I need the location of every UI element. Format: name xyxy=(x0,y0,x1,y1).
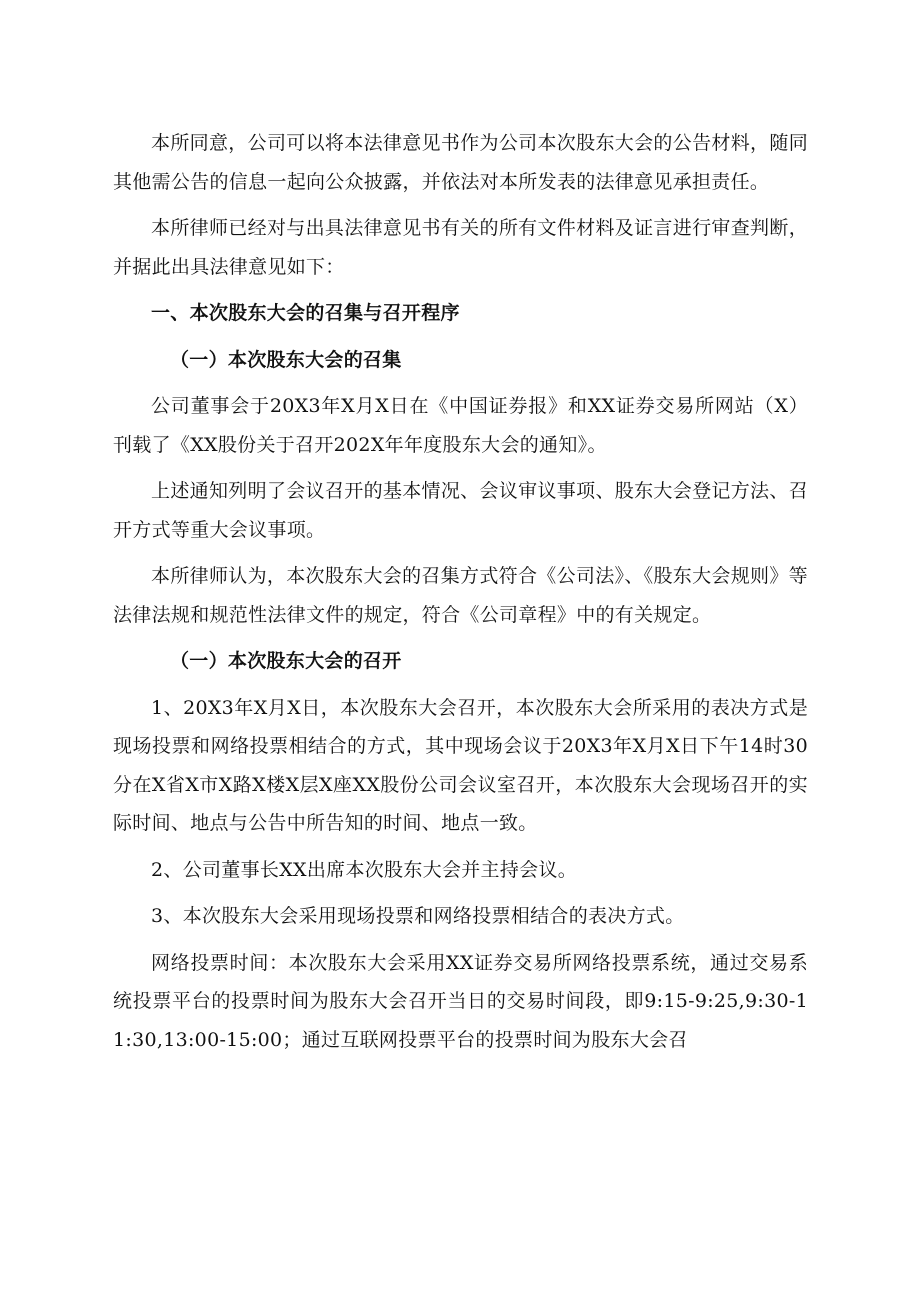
subsection-heading-convening: （一）本次股东大会的召集 xyxy=(170,348,402,371)
paragraph-board-notice: 公司董事会于20X3年X月X日在《中国证券报》和XX证券交易所网站（X）刊载了《XX股份关于召开202X年年度股东大会的通知》。 xyxy=(113,395,808,456)
paragraph-voting-method: 3、本次股东大会采用现场投票和网络投票相结合的表决方式。 xyxy=(151,905,685,927)
subsection-heading-holding: （一）本次股东大会的召开 xyxy=(170,650,402,672)
paragraph-convening-opinion: 本所律师认为，本次股东大会的召集方式符合《公司法》、《股东大会规则》等法律法规和规范性法律文件的规定，符合《公司章程》中的有关规定。 xyxy=(113,565,808,626)
paragraph-meeting-held: 1、20X3年X月X日，本次股东大会召开，本次股东大会所采用的表决方式是现场投票和网络投票相结合的方式，其中现场会议于20X3年X月X日下午14时30分在X省X市X路X楼X层X座XX股份公司会议室召开，本次股东大会现场召开的实际时间、地点与公告中所告知的时间、地点一致。 xyxy=(113,696,808,834)
section-heading-convening-procedure: 一、本次股东大会的召集与召开程序 xyxy=(151,302,460,324)
paragraph-chairman-presides: 2、公司董事长XX出席本次股东大会并主持会议。 xyxy=(151,858,578,881)
paragraph-notice-contents: 上述通知列明了会议召开的基本情况、会议审议事项、股东大会登记方法、召开方式等重大会议事项。 xyxy=(113,480,808,541)
document-body xyxy=(113,124,808,1067)
paragraph-review-statement: 本所律师已经对与出具法律意见书有关的所有文件材料及证言进行审查判断，并据此出具法律意见如下： xyxy=(113,217,808,278)
paragraph-online-voting-time: 网络投票时间：本次股东大会采用XX证券交易所网络投票系统，通过交易系统投票平台的投票时间为股东大会召开当日的交易时间段，即9:15-9:25,9:30-11:30,13:00-15:00；通过互联网投票平台的投票时间为股东大会召 xyxy=(113,951,808,1051)
paragraph-disclosure-consent: 本所同意，公司可以将本法律意见书作为公司本次股东大会的公告材料，随同其他需公告的信息一起向公众披露，并依法对本所发表的法律意见承担责任。 xyxy=(113,132,808,193)
